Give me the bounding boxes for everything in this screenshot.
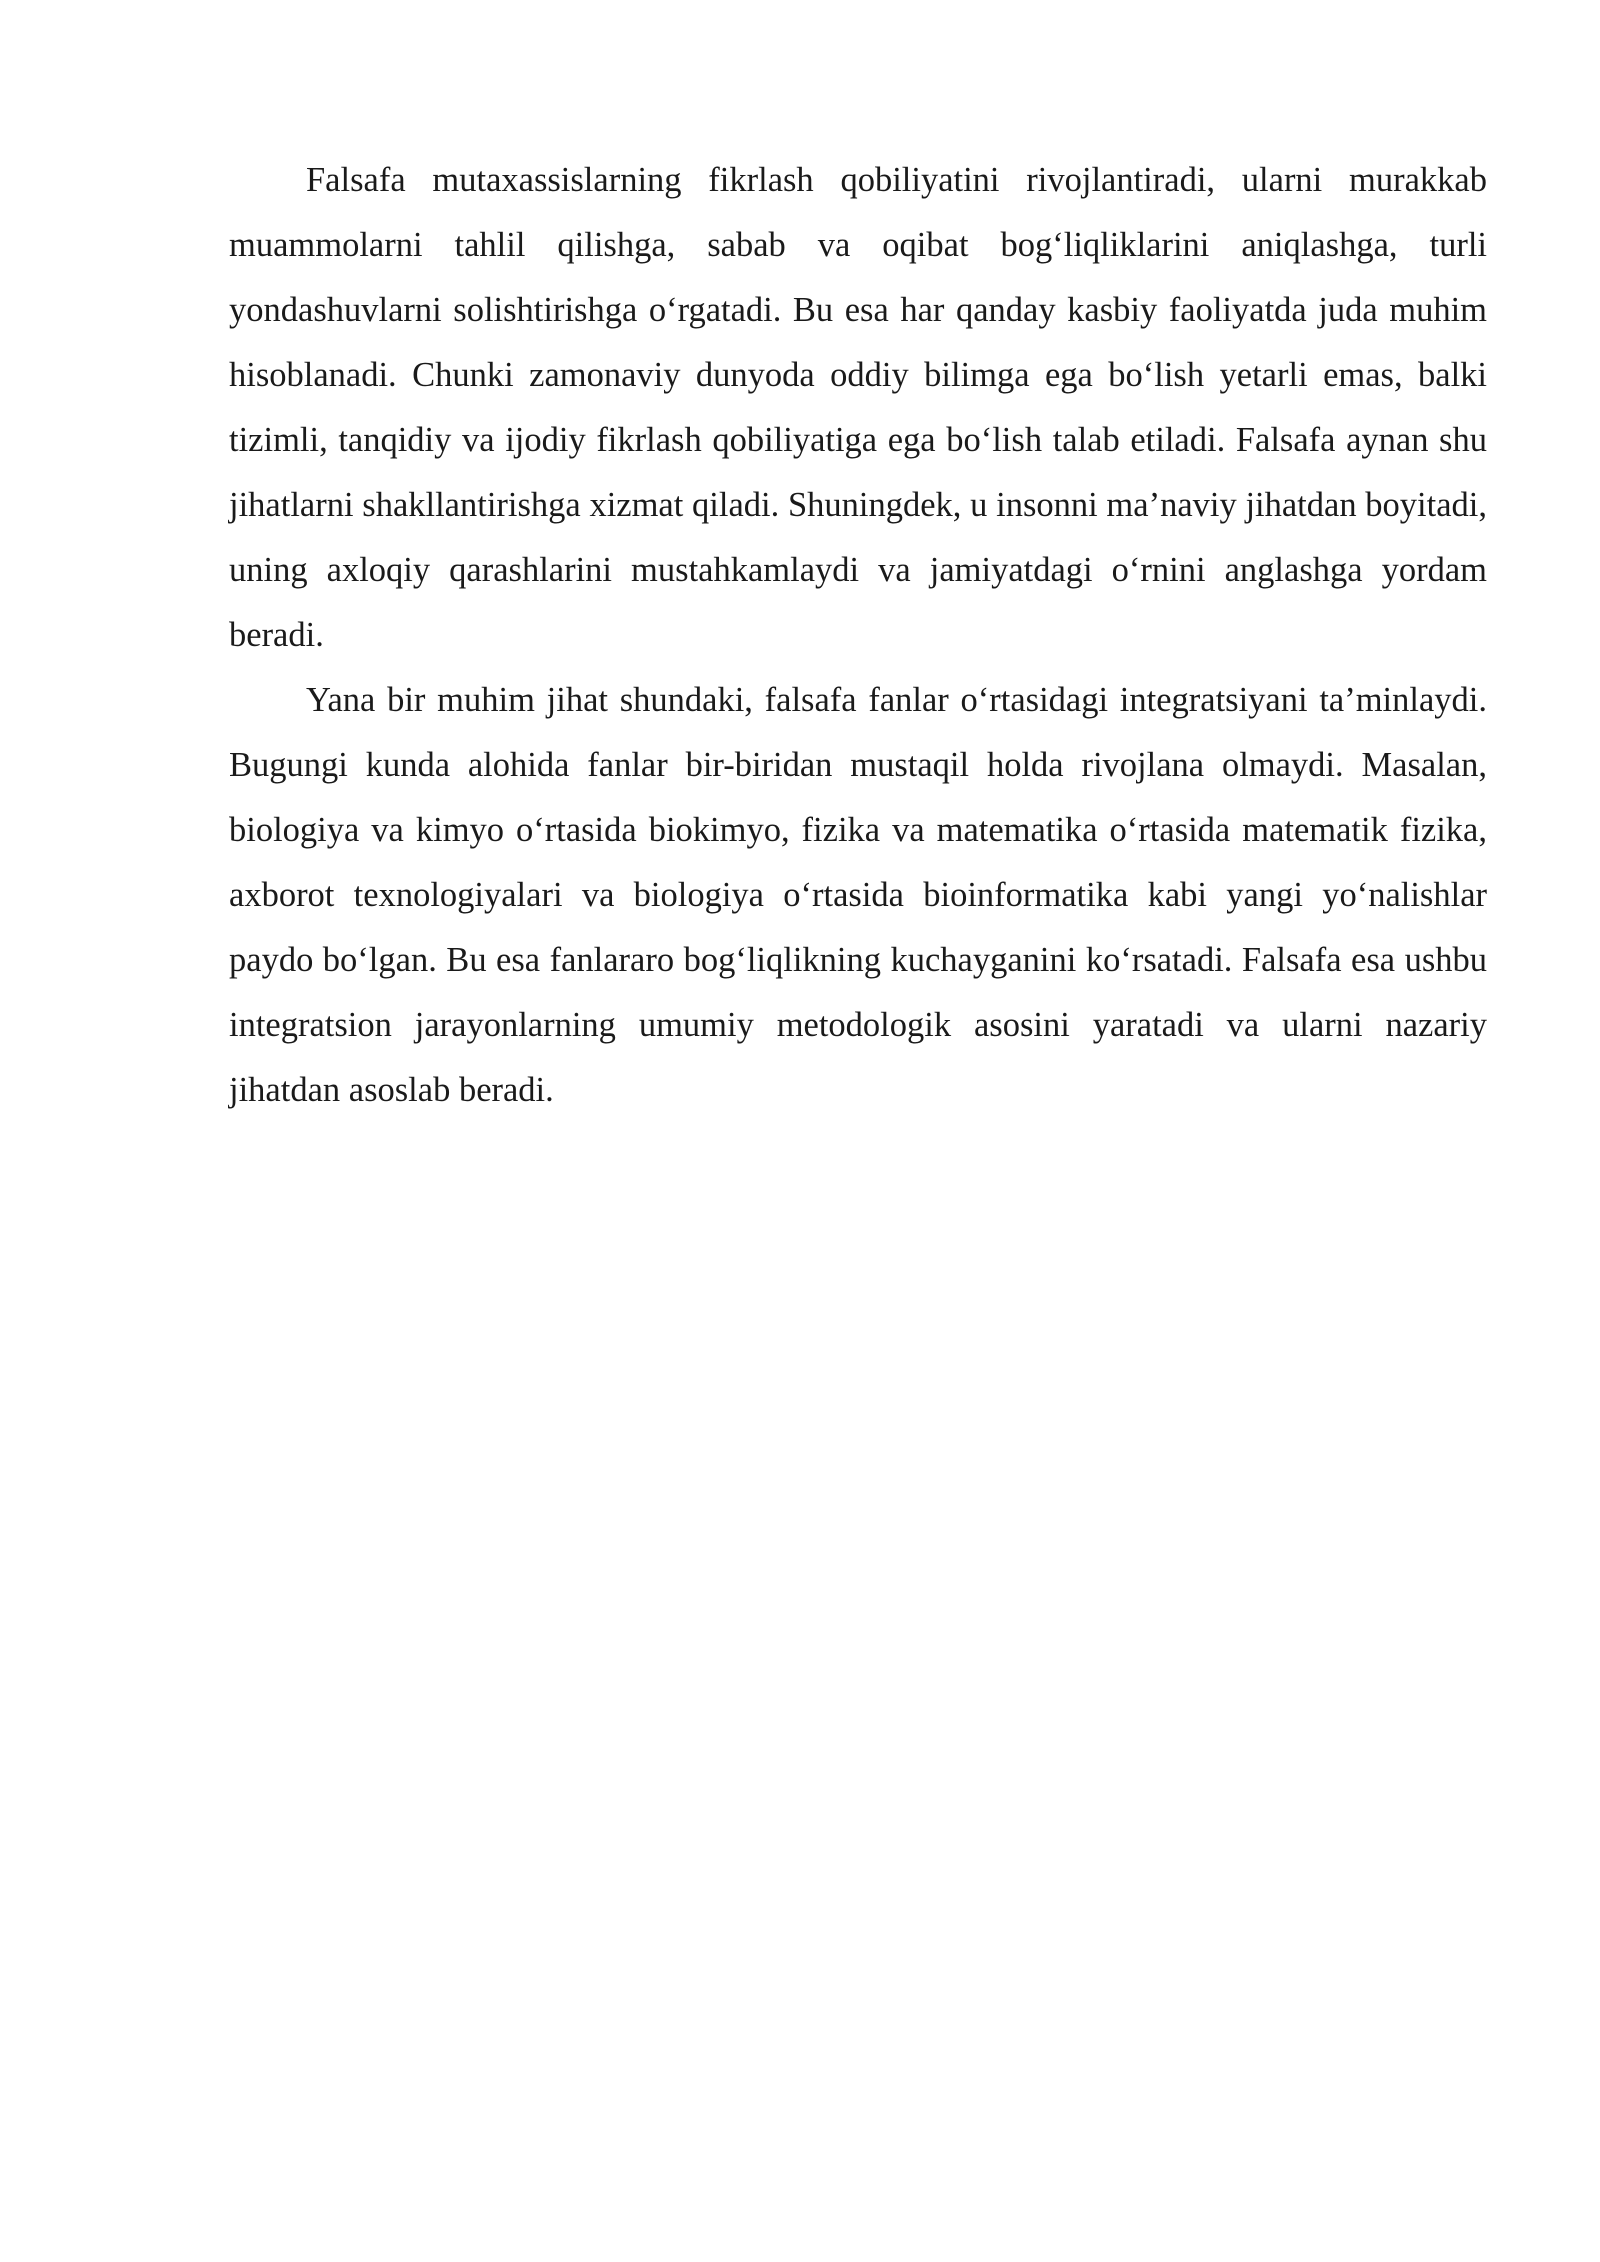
body-text <box>229 148 1487 1123</box>
paragraph-2: Yana bir muhim jihat shundaki, falsafa fanlar o‘rtasidagi integratsiyani ta’minlaydi. Bugungi kunda alohida fanlar bir-biridan mustaqil holda rivojlana olmaydi. Masalan, biologiya va kimyo o‘rtasida biokimyo, fizika va matematika o‘rtasida matematik fizika, axborot texnologiyalari va biologiya o‘rtasida bioinformatika kabi yangi yo‘nalishlar paydo bo‘lgan. Bu esa fanlararo bog‘liqlikning kuchayganini ko‘rsatadi. Falsafa esa ushbu integratsion jarayonlarning umumiy metodologik asosini yaratadi va ularni nazariy jihatdan asoslab beradi. <box>229 681 1487 1109</box>
paragraph-1: Falsafa mutaxassislarning fikrlash qobiliyatini rivojlantiradi, ularni murakkab muammolarni tahlil qilishga, sabab va oqibat bog‘liqliklarini aniqlashga, turli yondashuvlarni solishtirishga o‘rgatadi. Bu esa har qanday kasbiy faoliyatda juda muhim hisoblanadi. Chunki zamonaviy dunyoda oddiy bilimga ega bo‘lish yetarli emas, balki tizimli, tanqidiy va ijodiy fikrlash qobiliyatiga ega bo‘lish talab etiladi. Falsafa aynan shu jihatlarni shakllantirishga xizmat qiladi. Shuningdek, u insonni ma’naviy jihatdan boyitadi, uning axloqiy qarashlarini mustahkamlaydi va jamiyatdagi o‘rnini anglashga yordam beradi. <box>229 161 1487 654</box>
